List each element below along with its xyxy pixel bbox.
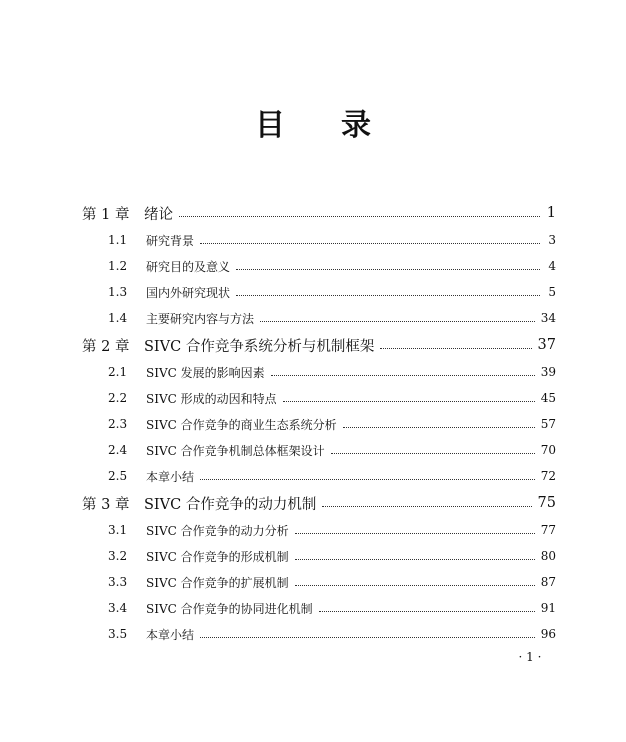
dot-leader [322, 505, 531, 507]
toc-entry-page: 34 [540, 311, 556, 325]
toc-entry-number: 3.3 [108, 575, 128, 589]
toc-entry-page: 39 [540, 365, 556, 379]
toc-entry-title: 绪论 [144, 206, 173, 223]
dot-leader [179, 215, 540, 217]
toc-section-entry[interactable] [82, 411, 556, 437]
toc-entry-number: 1.3 [108, 285, 128, 299]
page-number: · 1 · [518, 650, 542, 664]
dot-leader [295, 532, 535, 534]
toc-section-entry[interactable] [82, 305, 556, 331]
page-title [0, 100, 626, 144]
toc-entry-title: 研究目的及意义 [146, 259, 231, 274]
toc-section-entry[interactable] [82, 595, 556, 621]
toc-entry-title: SIVC 合作竞争的动力机制 [144, 496, 317, 513]
toc-entry-page: 3 [548, 233, 556, 247]
toc-entry-title: 本章小结 [146, 469, 195, 484]
title-char-left: 目 [255, 108, 285, 143]
toc-entry-page: 57 [540, 417, 556, 431]
toc-section-entry[interactable] [82, 279, 556, 305]
toc-entry-number: 1.2 [108, 259, 128, 273]
toc-entry-number: 3.2 [108, 549, 128, 563]
dot-leader [319, 610, 535, 612]
toc-entry-title: SIVC 发展的影响因素 [146, 365, 265, 380]
dot-leader [343, 426, 535, 428]
toc-entry-title: 研究背景 [146, 233, 195, 248]
toc-entry-number: 2.1 [108, 365, 128, 379]
toc-entry-page: 5 [548, 285, 556, 299]
toc-section-entry[interactable] [82, 253, 556, 279]
toc-section-entry[interactable] [82, 385, 556, 411]
toc-entry-page: 70 [540, 443, 556, 457]
toc-section-entry[interactable] [82, 517, 556, 543]
dot-leader [271, 374, 535, 376]
title-char-right: 录 [341, 108, 371, 143]
toc-entry-number: 3.5 [108, 627, 128, 641]
toc-section-entry[interactable] [82, 569, 556, 595]
toc-entry-page: 37 [537, 337, 556, 353]
dot-leader [295, 558, 535, 560]
toc-entry-number: 第 3 章 [82, 496, 130, 513]
toc-entry-title: SIVC 形成的动因和特点 [146, 391, 277, 406]
toc-entry-page: 80 [540, 549, 556, 563]
toc-entry-title: SIVC 合作竞争机制总体框架设计 [146, 443, 325, 458]
dot-leader [260, 320, 535, 322]
toc-chapter-entry[interactable] [82, 200, 556, 226]
toc-entry-number: 第 1 章 [82, 206, 130, 223]
toc-section-entry[interactable] [82, 463, 556, 489]
toc-chapter-entry[interactable] [82, 332, 556, 358]
dot-leader [200, 242, 540, 244]
toc-entry-title: SIVC 合作竞争的扩展机制 [146, 575, 289, 590]
toc-entry-page: 72 [540, 469, 556, 483]
toc-entry-title: SIVC 合作竞争的形成机制 [146, 549, 289, 564]
toc-entry-title: 主要研究内容与方法 [146, 311, 255, 326]
toc-entry-title: SIVC 合作竞争系统分析与机制框架 [144, 338, 375, 355]
toc-section-entry[interactable] [82, 359, 556, 385]
toc-entry-title: 国内外研究现状 [146, 285, 231, 300]
toc-entry-number: 3.4 [108, 601, 128, 615]
toc-entry-number: 第 2 章 [82, 338, 130, 355]
toc-entry-page: 87 [540, 575, 556, 589]
toc-section-entry[interactable] [82, 543, 556, 569]
dot-leader [236, 294, 540, 296]
toc-entry-page: 77 [540, 523, 556, 537]
toc-entry-title: SIVC 合作竞争的商业生态系统分析 [146, 417, 337, 432]
dot-leader [283, 400, 535, 402]
toc-entry-page: 1 [546, 205, 556, 221]
dot-leader [200, 478, 535, 480]
toc-entry-title: SIVC 合作竞争的协同进化机制 [146, 601, 313, 616]
toc-entry-page: 91 [540, 601, 556, 615]
toc-entry-number: 1.1 [108, 233, 128, 247]
toc-entry-number: 2.3 [108, 417, 128, 431]
dot-leader [236, 268, 540, 270]
dot-leader [295, 584, 535, 586]
toc-entry-number: 2.4 [108, 443, 128, 457]
toc-entry-number: 2.2 [108, 391, 128, 405]
dot-leader [331, 452, 535, 454]
dot-leader [200, 636, 535, 638]
toc-entry-page: 4 [548, 259, 556, 273]
toc-entry-page: 45 [540, 391, 556, 405]
toc-entry-number: 2.5 [108, 469, 128, 483]
toc-entry-title: 本章小结 [146, 627, 195, 642]
toc-entry-title: SIVC 合作竞争的动力分析 [146, 523, 289, 538]
toc-chapter-entry[interactable] [82, 490, 556, 516]
dot-leader [380, 347, 531, 349]
toc-section-entry[interactable] [82, 227, 556, 253]
toc-entry-page: 96 [540, 627, 556, 641]
toc-section-entry[interactable] [82, 621, 556, 647]
toc-entry-page: 75 [537, 495, 556, 511]
toc-entry-number: 1.4 [108, 311, 128, 325]
toc-section-entry[interactable] [82, 437, 556, 463]
toc-entry-number: 3.1 [108, 523, 128, 537]
